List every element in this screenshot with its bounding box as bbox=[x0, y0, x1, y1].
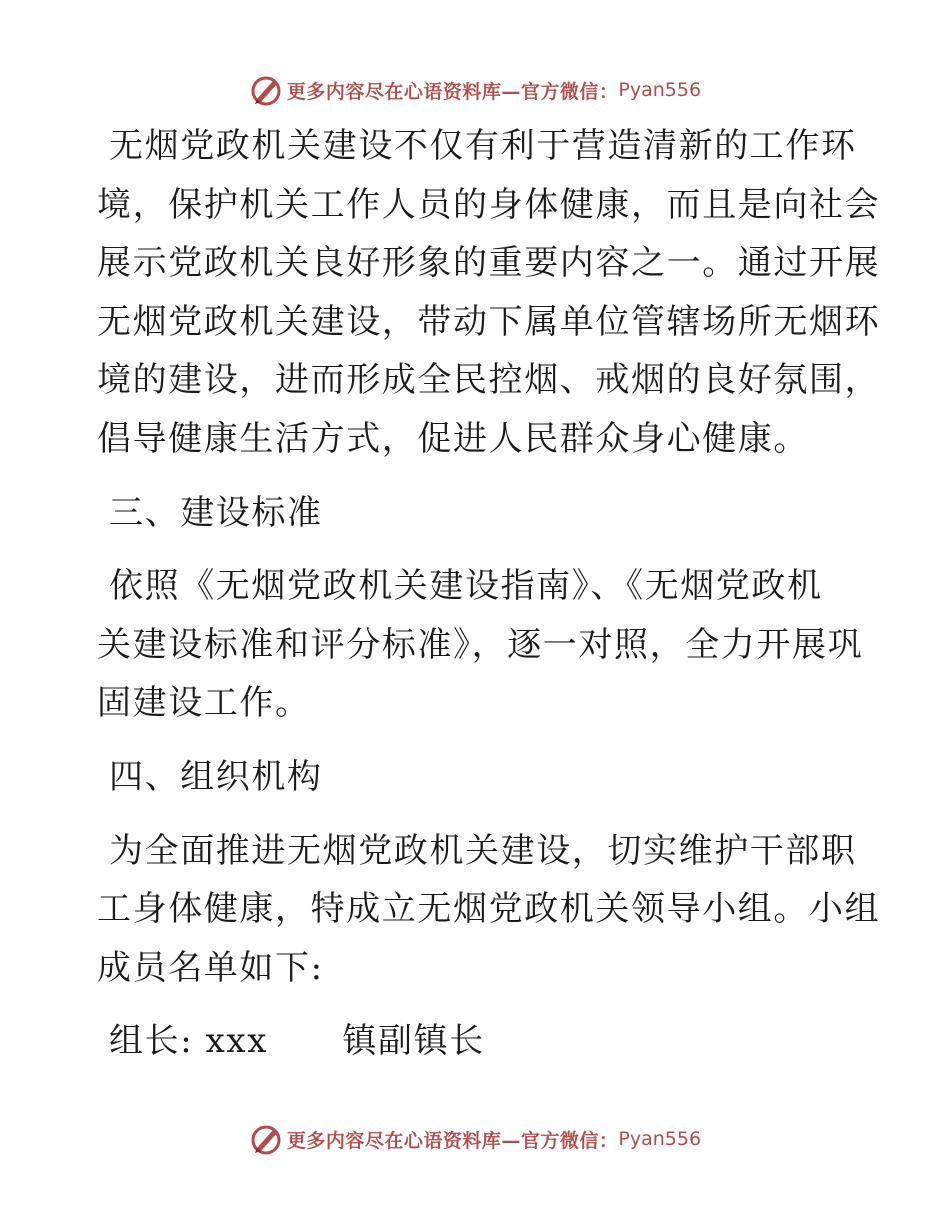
text-line: 依照《无烟党政机关建设指南》、《无烟党政机 bbox=[109, 566, 823, 607]
paragraph-purpose bbox=[97, 117, 881, 469]
banner-text: 更多内容尽在心语资料库—官方微信： bbox=[286, 1129, 619, 1152]
text-line: 倡导健康生活方式，促进人民群众身心健康。 bbox=[97, 418, 809, 459]
section-heading-organization bbox=[97, 748, 857, 807]
pen-logo-icon bbox=[249, 1122, 283, 1156]
leader-line bbox=[97, 1012, 857, 1071]
banner-wechat-id: Pyan556 bbox=[618, 1128, 702, 1150]
footer-banner bbox=[0, 1119, 950, 1159]
text-line: 成员名单如下: bbox=[97, 947, 324, 988]
heading-text: 三、建设标准 bbox=[109, 492, 323, 533]
text-line: 工身体健康，特成立无烟党政机关领导小组。小组 bbox=[97, 889, 881, 930]
text-line: 固建设工作。 bbox=[97, 683, 311, 724]
text-line: 境，保护机关工作人员的身体健康，而且是向社会 bbox=[97, 184, 881, 225]
text-line: 无烟党政机关建设，带动下属单位管辖场所无烟环 bbox=[97, 301, 881, 342]
banner-text: 更多内容尽在心语资料库—官方微信： bbox=[286, 80, 619, 103]
section-heading-standards bbox=[97, 484, 857, 543]
heading-text: 四、组织机构 bbox=[109, 756, 323, 797]
text-line: 关建设标准和评分标准》，逐一对照，全力开展巩 bbox=[97, 624, 864, 665]
banner-wechat-id: Pyan556 bbox=[618, 79, 702, 101]
paragraph-standards bbox=[97, 557, 864, 733]
pen-logo-icon bbox=[249, 73, 283, 107]
document-body bbox=[97, 117, 881, 1071]
text-line: 无烟党政机关建设不仅有利于营造清新的工作环 bbox=[109, 126, 857, 166]
text-line: 境的建设，进而形成全民控烟、戒烟的良好氛围， bbox=[97, 360, 881, 401]
text-line: 展示党政机关良好形象的重要内容之一。通过开展 bbox=[97, 243, 881, 284]
paragraph-organization bbox=[97, 822, 881, 998]
text-line: 为全面推进无烟党政机关建设，切实维护干部职 bbox=[109, 830, 857, 871]
header-banner bbox=[0, 70, 950, 110]
leader-text: 组长: xxx 镇副镇长 bbox=[109, 1021, 485, 1062]
